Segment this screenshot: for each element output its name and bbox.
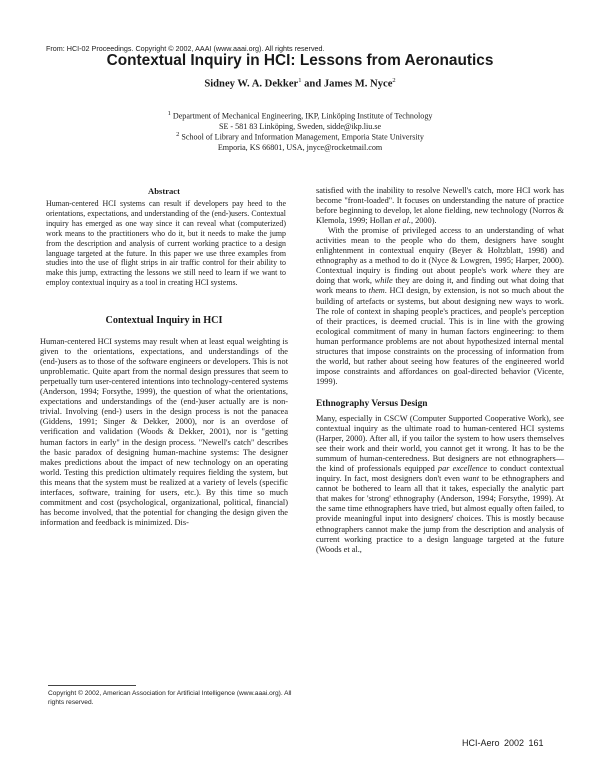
paragraph: Many, especially in CSCW (Computer Supported Cooperative Work), see contextual inquiry as the ultimate road to human-centered HCI systems (Harper, 2000). After all, if you tailor the system to how users themselves see their work and their world, you cannot get it wrong. It has to be the summum of human-centeredness. But designers are not ethnographers—the kind of professionals equipped par excellence to conduct contextual inquiry. In fact, most designers don't even want to be ethnographers and cannot be bothered to learn all that it takes, especially the analytic part that makes for 'strong' ethnography (Anderson, 1994; Forsythe, 1999). At the same time ethnographers have tried, but almost equally often failed, to provide meaningful input into designers' choices. This is mostly because ethnographers cannot make the jump from the description and analysis of current working practice to a design language targeted at the future (Woods et al., [316,413,565,554]
section-heading-ethnography-vs-design: Ethnography Versus Design [316,398,428,409]
author-1-mark: 1 [298,77,302,84]
footnote-rule [48,685,136,686]
abstract-heading: Abstract [148,186,180,196]
paragraph: Human-centered HCI systems may result when at least equal weighting is given to the orientations, expectations, and understandings of the (end-)users as to those of the software engineers or developers. This is not unproblematic. Quite apart from the normal design pressures that seem to perpetually turn user-centered intentions into technology-centered systems (Anderson, 1994; Forsythe, 1999), the question of what the orientations, expectations and understandings of the (end-)user actually are is non-trivial. Involving (end-) users in the design process is not the panacea (Giddens, 1991; Singer & Dekker, 2000), nor is an overdose of verification and validation (Woods & Dekker, 2001), nor is "getting human factors in early" in the design process. "Newell's catch" describes the basic paradox of designing human-machine systems: The designer makes predictions about the impact of new technology on an operating world. Testing this prediction ultimately requires fielding the system, but this means that the system must be realized at a variety of levels (specific interfaces, software, training for users, etc.). By this time so much commitment and cost (psychological, organizational, political, financial) has become involved, that the potential for changing the design given the information and feedback is minimized. Dis- [40,337,288,527]
paragraph: satisfied with the inability to resolve Newell's catch, more HCI work has become "front-loaded". It focuses on understanding the nature of practice before beginning to develop, let alone fielding, new technology (Norros & Klemola, 1999; Hollan et al., 2000). [316,186,564,226]
affiliation-1-mark: 1 [167,110,171,117]
left-column-body [40,316,288,528]
author-line [0,77,600,90]
affiliation-2 [0,130,600,153]
author-connector: and [301,78,324,90]
paragraph: With the promise of privileged access to an understanding of what activities mean to the people who do them, designers have sought enlightenment in contextual enquiry (Beyer & Holtzblatt, 1998) and ethnography as a method to do it (Nyce & Lowgren, 1995; Harper, 2000). Contextual inquiry is finding out about people's work where they are doing that work, while they are doing it, and finding out what doing that work means to them. HCI design, by extension, is not so much about the building of artefacts or systems, but about designing new ways to work. The role of context in shaping people's practices, and people's perception of their practices, is deemed crucial. This is in line with the growing ecological commitment of many in human factors engineering: to them human performance problems are not about hypothesized internal mental structures that impose constraints on the processing of information from the world, but rather about seeing how features of the engineered world impose constraints and affordances on goal-directed behavior (Vicente, 1999). [316,226,564,386]
affiliation-1-line-1: Department of Mechanical Engineering, IKP, Linköping Institute of Technology [170,111,433,121]
author-2-mark: 2 [392,77,396,84]
paper-title: Contextual Inquiry in HCI: Lessons from Aeronautics [106,52,494,69]
author-2: James M. Nyce [323,78,393,90]
copyright-note: Copyright © 2002, American Association for Artificial Intelligence (www.aaai.org). All rights reserved. [48,690,292,706]
affiliation-2-line-1: School of Library and Information Management, Emporia State University [179,132,424,142]
affiliation-1 [0,109,600,132]
affiliation-1-line-2: SE - 581 83 Linköping, Sweden, sidde@ikp.liu.se [218,121,382,131]
affiliation-2-mark: 2 [176,131,180,138]
page-number: 161 [528,738,544,748]
section-heading-contextual-inquiry: Contextual Inquiry in HCI [105,315,223,326]
source-line: From: HCI-02 Proceedings. Copyright © 2002, AAAI (www.aaai.org). All rights reserved. [46,44,325,53]
footer-venue: HCI-Aero 2002 [462,738,525,748]
affiliation-2-line-2: Emporia, KS 66801, USA, jnyce@rocketmail.com [217,142,383,152]
right-column-body [316,186,564,555]
author-1: Sidney W. A. Dekker [204,78,299,90]
abstract-text: Human-centered HCI systems can result if developers pay heed to the orientations, expectations, and understanding of the (end-)users. Contextual inquiry has emerged as one way since it can reveal what (computerized) work means to the practitioners who do it, but it needs to make the jump from the description and analysis of current working practice to a design language targeted at the future. In this paper we use three examples from studies into the use of flight strips in air traffic control for their ability to make this jump, extracting the lessons we still need to learn if we want to employ contextual inquiry as a tool in creating HCI systems. [46,199,286,288]
page-footer [462,738,544,748]
